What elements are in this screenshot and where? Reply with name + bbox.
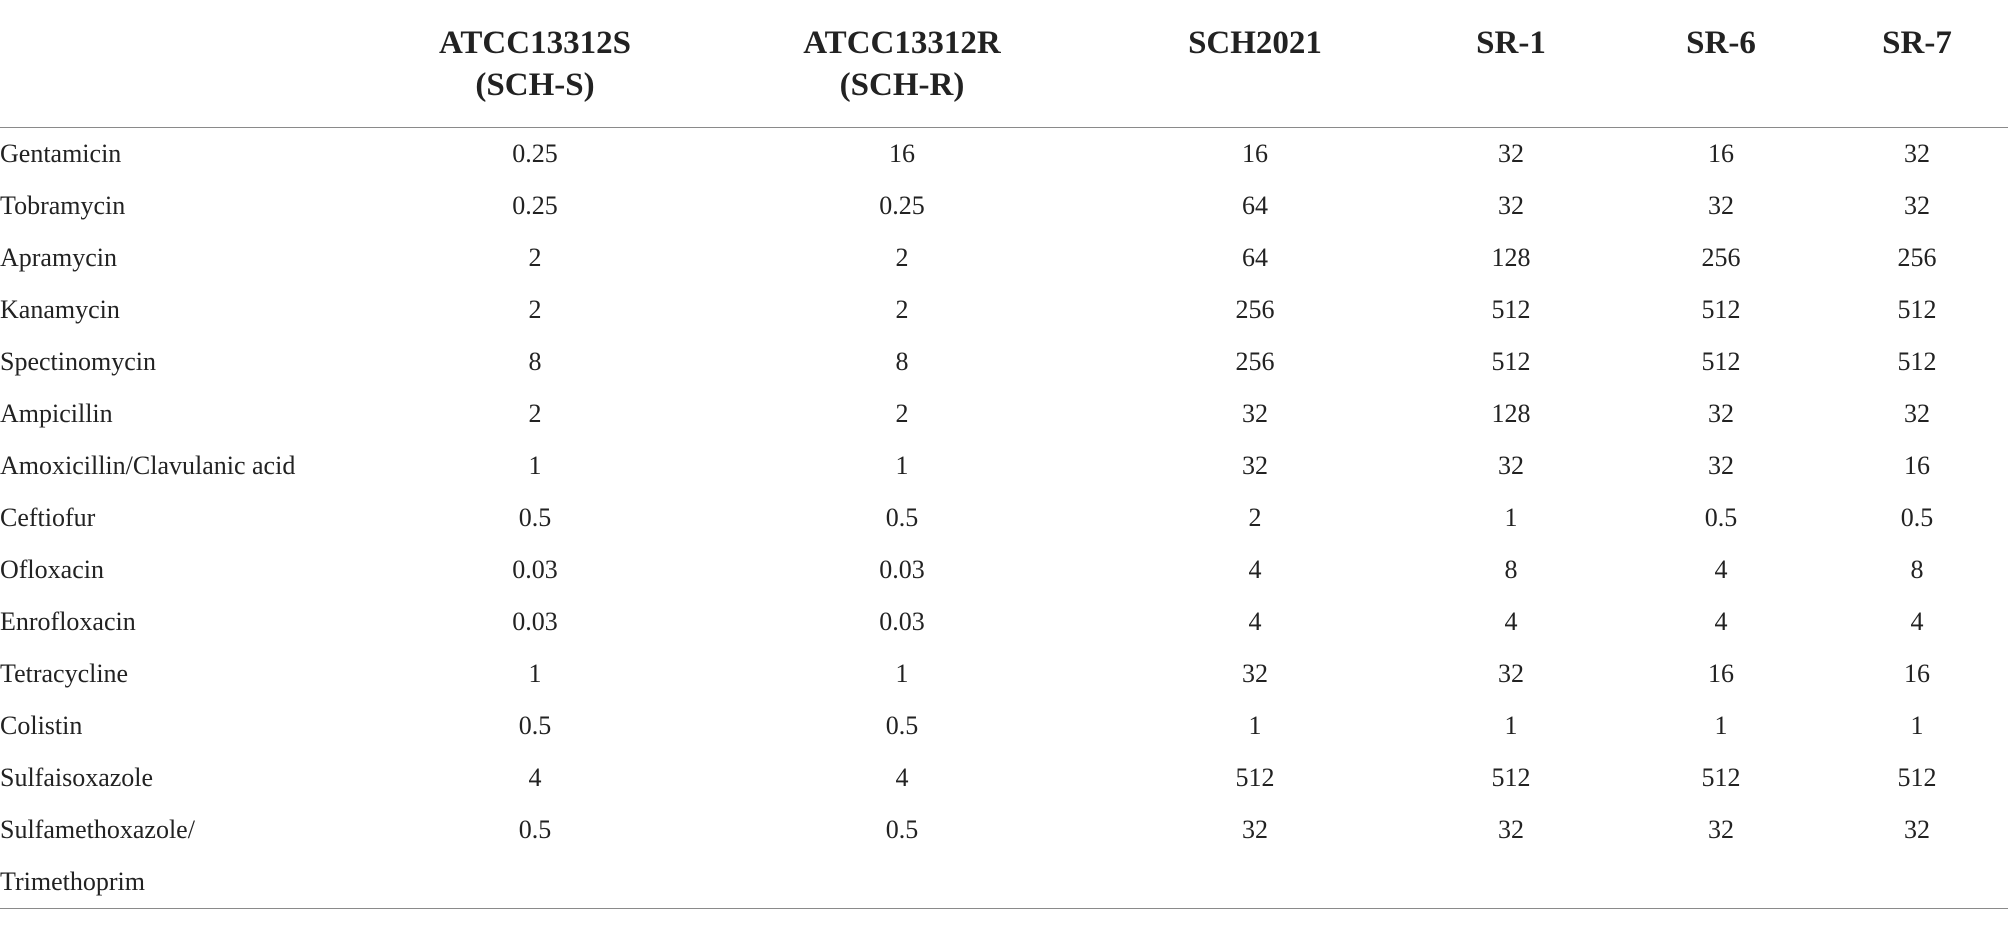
- table-cell: 32: [1904, 190, 1930, 220]
- row-label: Amoxicillin/Clavulanic acid: [0, 450, 296, 480]
- header-cell-atcc13312r: [700, 0, 1104, 127]
- header-cell-sr-7: SR-7: [1826, 0, 2008, 127]
- header-cell-empty: [0, 0, 370, 127]
- table-cell: 0.03: [512, 554, 558, 584]
- table-cell: 1: [1504, 502, 1518, 532]
- table-cell: 16: [1242, 138, 1268, 168]
- table-row: [0, 388, 2008, 440]
- table-cell: 256: [1235, 294, 1275, 324]
- table-row: [0, 180, 2008, 232]
- table-cell: 0.25: [512, 138, 558, 168]
- table-cell: 1: [1910, 710, 1924, 740]
- table-cell: 0.5: [700, 804, 1104, 909]
- table-cell: 0.5: [885, 710, 919, 740]
- table-cell: 32: [1498, 450, 1524, 480]
- row-label: Tetracycline: [0, 658, 129, 688]
- header-cell-sr-1: SR-1: [1406, 0, 1616, 127]
- row-label: Spectinomycin: [0, 346, 156, 376]
- table-cell: 32: [1826, 804, 2008, 909]
- table-cell: 4: [528, 762, 542, 792]
- table-cell: 128: [1491, 242, 1531, 272]
- header-line: (SCH-R): [839, 67, 965, 103]
- table-body: [0, 127, 2008, 908]
- table-cell: 16: [1708, 138, 1734, 168]
- row-label: Sulfaisoxazole: [0, 762, 154, 792]
- table-cell: 0.5: [518, 710, 552, 740]
- table-row: [0, 804, 2008, 909]
- row-label-line: Trimethoprim: [0, 866, 145, 896]
- table-row: [0, 596, 2008, 648]
- table-cell: 1: [895, 658, 909, 688]
- table-cell: 16: [1904, 658, 1930, 688]
- table-cell: 1: [1714, 710, 1728, 740]
- row-label: Ofloxacin: [0, 554, 104, 584]
- table-cell: 32: [1904, 398, 1930, 428]
- table-cell: 8: [895, 346, 909, 376]
- row-label: Apramycin: [0, 242, 117, 272]
- header-cell-atcc13312s: [370, 0, 700, 127]
- table-cell: 2: [895, 294, 909, 324]
- table-cell: 32: [1498, 138, 1524, 168]
- table-cell: 32: [1708, 398, 1734, 428]
- table-cell: 2: [528, 242, 542, 272]
- row-label: Ceftiofur: [0, 502, 96, 532]
- table-cell: 32: [1708, 450, 1734, 480]
- table-cell: 512: [1897, 346, 1937, 376]
- table-cell: 128: [1491, 398, 1531, 428]
- table-cell: 1: [895, 450, 909, 480]
- table-cell: 4: [1248, 554, 1262, 584]
- table-cell: 64: [1242, 242, 1268, 272]
- table-cell: 64: [1242, 190, 1268, 220]
- table-cell: 0.03: [512, 606, 558, 636]
- row-label: Kanamycin: [0, 294, 120, 324]
- table-cell: 2: [1248, 502, 1262, 532]
- table-row: [0, 544, 2008, 596]
- table-cell: 0.5: [370, 804, 700, 909]
- table-cell: 32: [1708, 190, 1734, 220]
- header-row: [0, 0, 2008, 127]
- table-row: [0, 284, 2008, 336]
- row-label: [0, 804, 370, 909]
- table-row: [0, 336, 2008, 388]
- table-cell: 32: [1242, 658, 1268, 688]
- table-cell: 512: [1235, 762, 1275, 792]
- table-cell: 2: [528, 294, 542, 324]
- table-cell: 1: [1248, 710, 1262, 740]
- table-row: [0, 440, 2008, 492]
- table-cell: 512: [1701, 762, 1741, 792]
- table-cell: 32: [1242, 398, 1268, 428]
- table-cell: 512: [1897, 762, 1937, 792]
- table-cell: 16: [889, 138, 915, 168]
- table-cell: 512: [1897, 294, 1937, 324]
- row-label: Ampicillin: [0, 398, 113, 428]
- table-cell: 256: [1701, 242, 1741, 272]
- table-cell: 4: [1504, 606, 1518, 636]
- table-cell: 16: [1904, 450, 1930, 480]
- table-row: [0, 232, 2008, 284]
- header-line: ATCC13312R: [803, 25, 1001, 61]
- table-cell: 512: [1491, 346, 1531, 376]
- table-row: [0, 492, 2008, 544]
- header-cell-sch2021: SCH2021: [1104, 0, 1406, 127]
- table-cell: 8: [1504, 554, 1518, 584]
- table-cell: 1: [528, 450, 542, 480]
- table-cell: 4: [1910, 606, 1924, 636]
- row-label-line: Sulfamethoxazole/: [0, 814, 195, 844]
- table-cell: 32: [1406, 804, 1616, 909]
- table-cell: 4: [1714, 606, 1728, 636]
- row-label: Tobramycin: [0, 190, 126, 220]
- table-cell: 32: [1498, 190, 1524, 220]
- table-cell: 32: [1242, 450, 1268, 480]
- table-cell: 2: [895, 242, 909, 272]
- table-cell: 1: [528, 658, 542, 688]
- table-cell: 0.25: [512, 190, 558, 220]
- table-cell: 512: [1701, 346, 1741, 376]
- table-cell: 512: [1491, 762, 1531, 792]
- table-cell: 32: [1498, 658, 1524, 688]
- table-cell: 0.03: [879, 554, 925, 584]
- table-cell: 2: [895, 398, 909, 428]
- table-cell: 32: [1616, 804, 1826, 909]
- row-label: Enrofloxacin: [0, 606, 136, 636]
- header-cell-sr-6: SR-6: [1616, 0, 1826, 127]
- table-header: [0, 0, 2008, 127]
- table-row: [0, 648, 2008, 700]
- table-cell: 0.5: [885, 502, 919, 532]
- table-cell: 256: [1897, 242, 1937, 272]
- table-cell: 0.5: [1900, 502, 1934, 532]
- table-cell: 8: [1910, 554, 1924, 584]
- table-row: [0, 700, 2008, 752]
- table-cell: 0.5: [1704, 502, 1738, 532]
- table-cell: 4: [1714, 554, 1728, 584]
- table-cell: 1: [1504, 710, 1518, 740]
- table-cell: 16: [1708, 658, 1734, 688]
- table-row: [0, 127, 2008, 180]
- table-cell: 4: [1248, 606, 1262, 636]
- table-cell: 32: [1104, 804, 1406, 909]
- row-label: Colistin: [0, 710, 83, 740]
- table-cell: 0.25: [879, 190, 925, 220]
- table-cell: 0.5: [518, 502, 552, 532]
- table-cell: 32: [1904, 138, 1930, 168]
- header-line: (SCH-S): [475, 67, 595, 103]
- table-cell: 512: [1701, 294, 1741, 324]
- table-cell: 4: [895, 762, 909, 792]
- table-cell: 512: [1491, 294, 1531, 324]
- table-cell: 256: [1235, 346, 1275, 376]
- table-cell: 8: [528, 346, 542, 376]
- table-cell: 0.03: [879, 606, 925, 636]
- table-row: [0, 752, 2008, 804]
- header-line: ATCC13312S: [439, 25, 631, 61]
- row-label: Gentamicin: [0, 138, 122, 168]
- table-cell: 2: [528, 398, 542, 428]
